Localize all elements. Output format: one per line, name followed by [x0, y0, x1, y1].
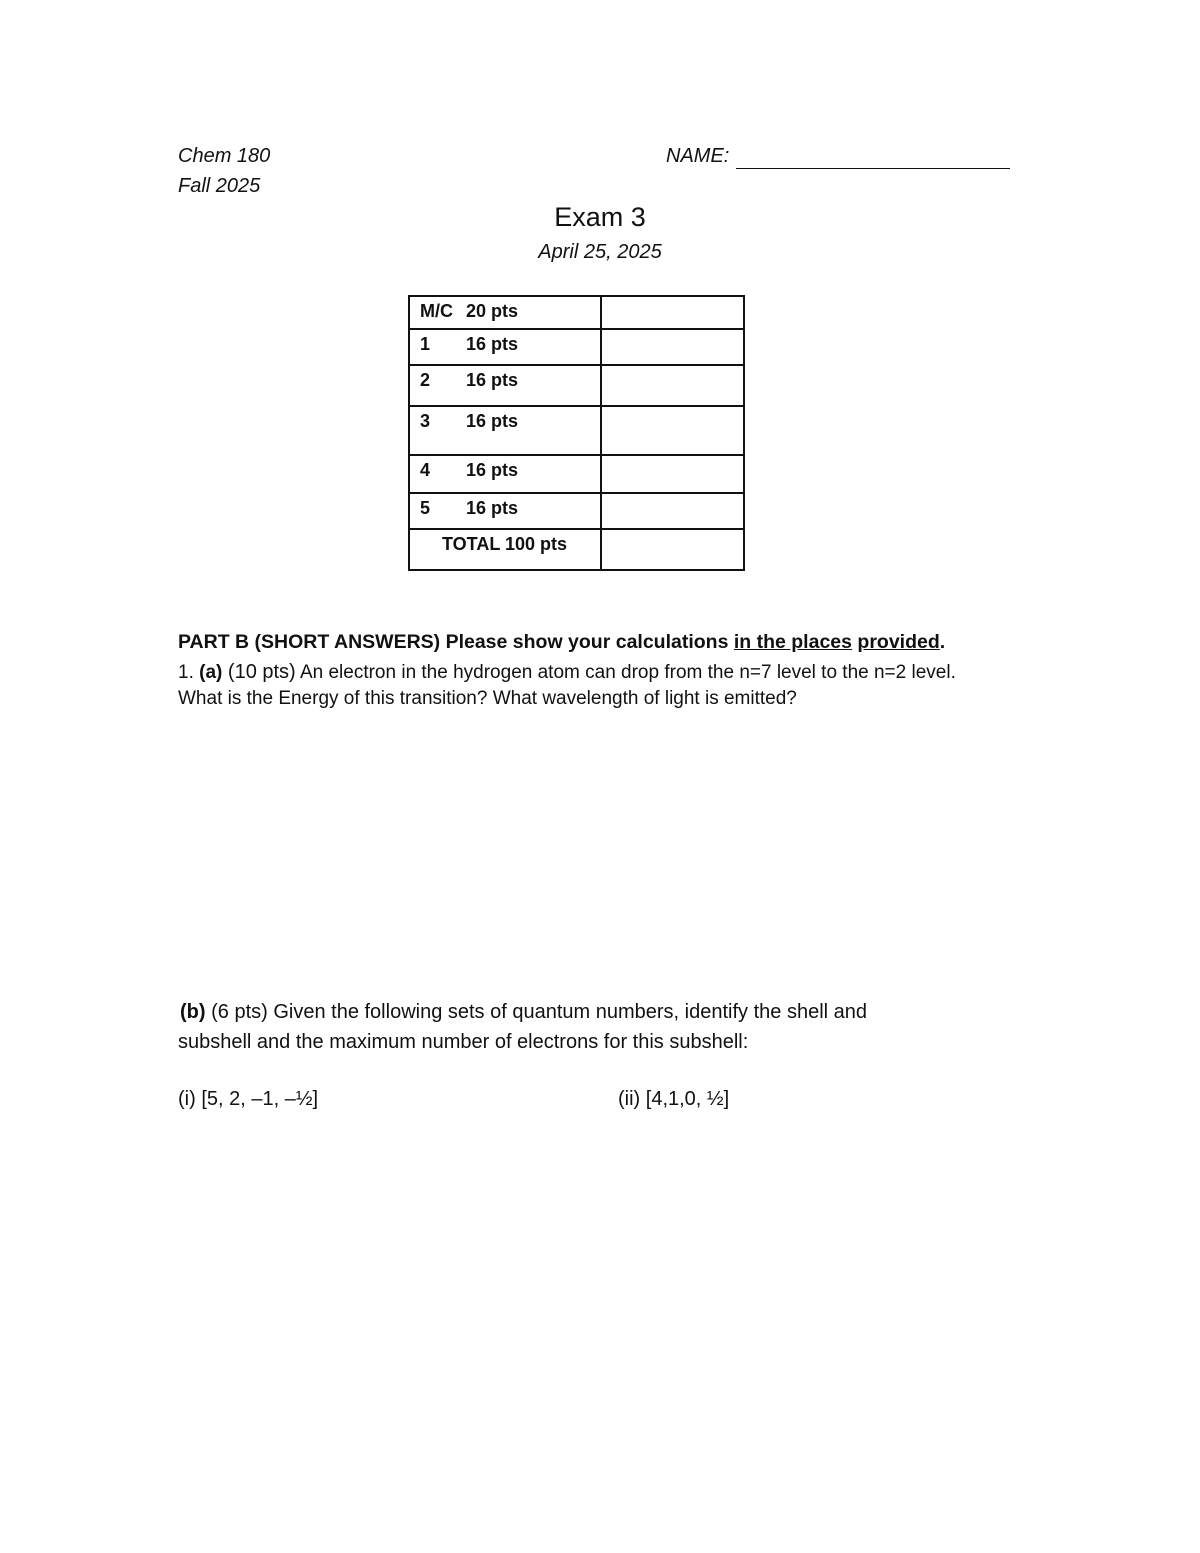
score-row-label: [409, 296, 601, 329]
score-cell[interactable]: [601, 329, 744, 365]
score-row: [409, 296, 744, 329]
question-number: 2: [420, 370, 431, 390]
quantum-numbers-i: (i) [5, 2, –1, –½]: [178, 1088, 319, 1110]
score-total-label: [409, 529, 601, 570]
score-row-label: [409, 329, 601, 365]
part-b-heading-end: .: [939, 631, 946, 653]
score-total-row: [409, 529, 744, 570]
name-blank-line[interactable]: [736, 168, 1010, 169]
question-1a-part: (a): [199, 662, 223, 683]
score-cell[interactable]: [601, 296, 744, 329]
question-points: 16 pts: [466, 411, 519, 431]
course-name: Chem 180: [178, 145, 271, 167]
question-points: 16 pts: [466, 334, 519, 354]
question-1b-line-2: subshell and the maximum number of electrons for this subshell:: [178, 1031, 749, 1053]
question-points: 16 pts: [466, 460, 519, 480]
score-row: [409, 493, 744, 529]
total-points: TOTAL 100 pts: [442, 534, 568, 554]
part-b-heading-underline-2: provided: [857, 631, 940, 653]
part-b-heading: [178, 631, 945, 654]
question-number: 4: [420, 460, 431, 480]
part-b-heading-start: PART B (SHORT ANSWERS) Please show your calculations: [178, 631, 734, 653]
question-1b-part: (b): [180, 1001, 206, 1023]
part-b-heading-underline-1: in the places: [733, 631, 852, 653]
score-row: [409, 329, 744, 365]
score-cell[interactable]: [601, 365, 744, 406]
score-row: [409, 455, 744, 493]
score-row-label: [409, 365, 601, 406]
score-row-label: [409, 455, 601, 493]
question-points: 20 pts: [466, 301, 519, 321]
question-number: 1: [420, 334, 431, 354]
exam-date: April 25, 2025: [538, 241, 662, 263]
score-cell[interactable]: [601, 493, 744, 529]
total-score-cell[interactable]: [601, 529, 744, 570]
question-1b-line-1: [180, 1001, 867, 1024]
question-number: M/C: [420, 301, 453, 321]
question-points: 16 pts: [466, 370, 519, 390]
question-1b-text: (6 pts) Given the following sets of quantum numbers, identify the shell and: [205, 1001, 868, 1023]
question-1a-text: An electron in the hydrogen atom can drop from the n=7 level to the n=2 level.: [295, 662, 956, 683]
question-number: 5: [420, 498, 431, 518]
score-row: [409, 406, 744, 455]
question-1a-points: (10 pts): [222, 661, 296, 683]
score-cell[interactable]: [601, 406, 744, 455]
exam-title: Exam 3: [554, 202, 646, 232]
question-1-number: 1.: [178, 662, 200, 683]
term: Fall 2025: [178, 175, 261, 197]
question-1a-line-2: What is the Energy of this transition? What wavelength of light is emitted?: [178, 688, 797, 709]
score-row: [409, 365, 744, 406]
question-points: 16 pts: [466, 498, 519, 518]
score-row-label: [409, 493, 601, 529]
question-number: 3: [420, 411, 431, 431]
score-table: [408, 295, 745, 571]
score-cell[interactable]: [601, 455, 744, 493]
score-row-label: [409, 406, 601, 455]
question-1a-line-1: [178, 661, 956, 684]
name-label: NAME:: [666, 145, 730, 167]
quantum-numbers-ii: (ii) [4,1,0, ½]: [618, 1088, 730, 1110]
